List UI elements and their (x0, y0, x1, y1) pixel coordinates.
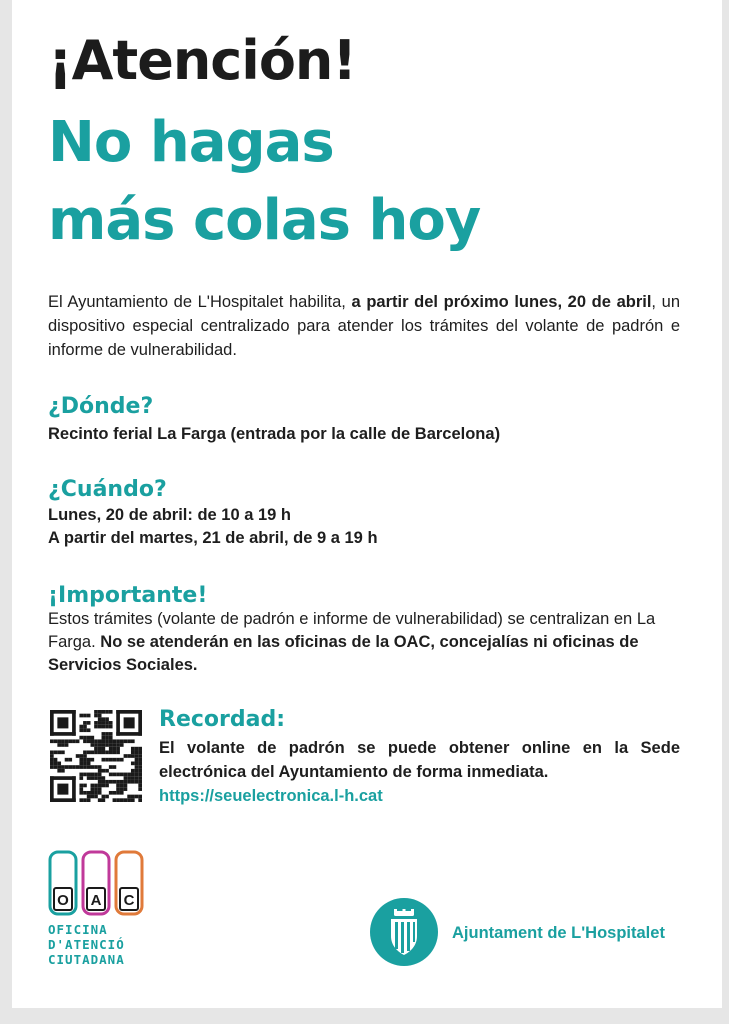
oac-line-2: D'ATENCIÓ (48, 937, 125, 952)
intro-text-2: , un dispositivo especial centralizado para atender los trámites del volante de padrón e informe de vulnerabilidad. (48, 293, 681, 359)
intro-text-1: El Ayuntamiento de L'Hospitalet habilita, (48, 293, 352, 311)
remember-body: El volante de padrón se puede obtener online en la Sede electrónica del Ayuntamiento de forma inmediata. (159, 739, 680, 781)
headline-no-queues (48, 104, 480, 260)
when-body (48, 504, 680, 550)
headline-line-1: No hagas (48, 110, 334, 175)
oac-line-3: CIUTADANA (48, 952, 125, 967)
oac-line-1: OFICINA (48, 922, 108, 937)
where-body: Recinto ferial La Farga (entrada por la calle de Barcelona) (48, 425, 501, 443)
headline-line-2: más colas hoy (48, 188, 481, 253)
important-text: Estos trámites (volante de padrón e informe de vulnerabilidad) se centralizan en La Farga. (48, 610, 656, 651)
when-line-2: A partir del martes, 21 de abril, de 9 a 19 h (48, 529, 378, 547)
remember-title: Recordad: (159, 707, 286, 732)
when-title: ¿Cuándo? (48, 477, 167, 502)
important-body (48, 608, 680, 677)
poster (12, 0, 722, 1008)
hospitalet-coat-of-arms-icon (370, 898, 438, 966)
sede-electronica-link[interactable]: https://seuelectronica.l-h.cat (159, 787, 383, 805)
where-title: ¿Dónde? (48, 394, 154, 419)
oac-logo (48, 850, 144, 918)
oac-caption (48, 922, 125, 967)
qr-code-icon (50, 710, 142, 802)
intro-date: a partir del próximo lunes, 20 de abril (351, 293, 652, 311)
important-warning: No se atenderán en las oficinas de la OAC, concejalías ni oficinas de Servicios Sociales. (48, 633, 639, 674)
intro-paragraph (48, 290, 680, 362)
important-title: ¡Importante! (48, 583, 208, 608)
oac-letter-c: C (123, 892, 135, 909)
oac-letter-o: O (57, 892, 69, 909)
oac-letter-a: A (90, 892, 102, 909)
ajuntament-name: Ajuntament de L'Hospitalet (452, 924, 665, 942)
when-line-1: Lunes, 20 de abril: de 10 a 19 h (48, 506, 292, 524)
headline-attention: ¡Atención! (48, 29, 356, 92)
